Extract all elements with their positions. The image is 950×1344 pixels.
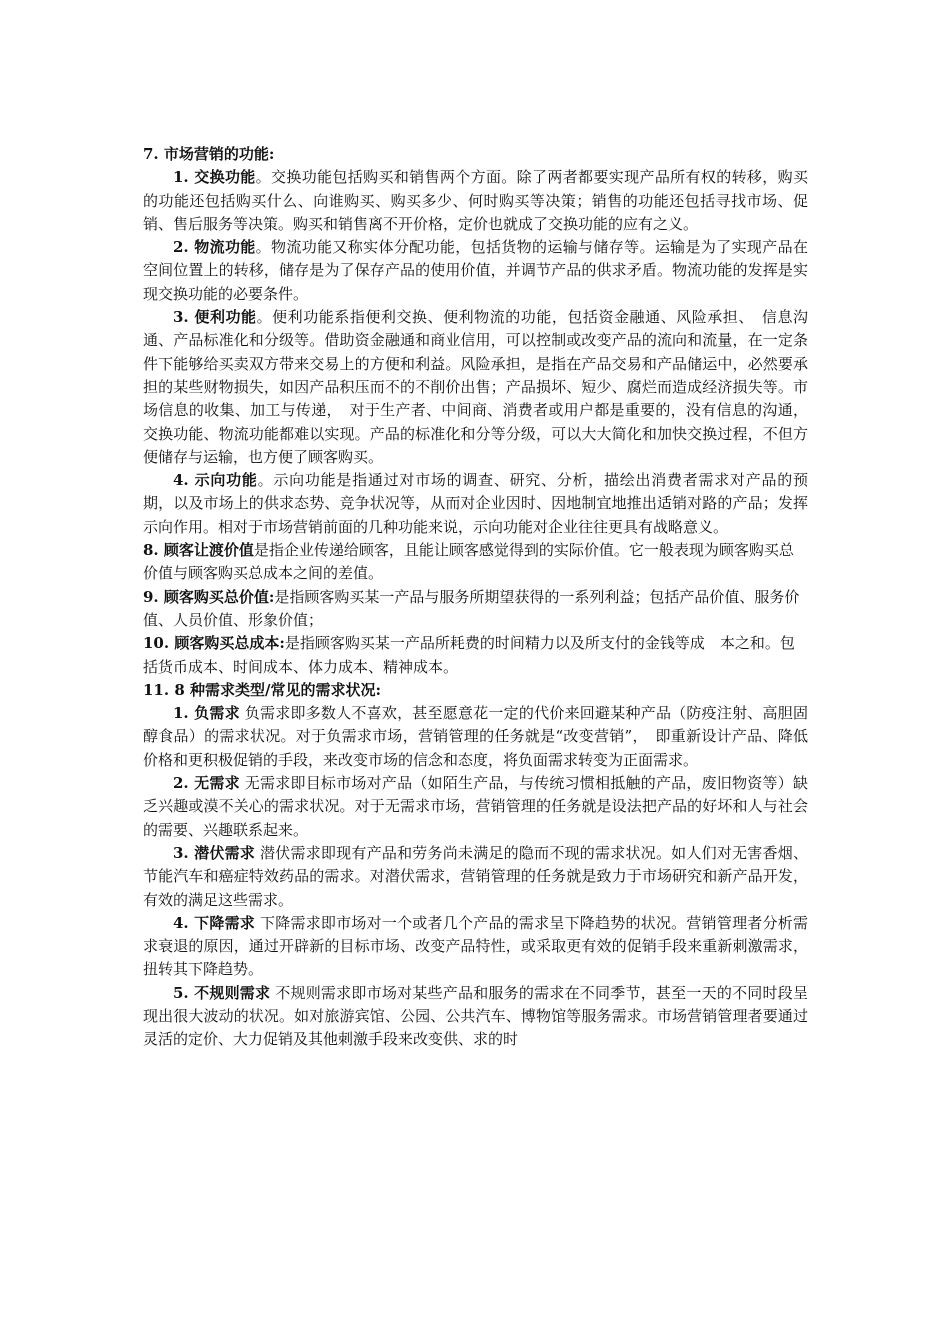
demand-none <box>143 772 808 842</box>
function-term: 3. 便利功能 <box>173 308 257 327</box>
definition-text: 是指企业传递给顾客，且能让顾客感觉得到的实际价值。它一般表现为顾客购买总价值与顾客购买总成本之间的差值。 <box>143 541 794 583</box>
function-term: 1. 交换功能 <box>173 168 256 187</box>
demand-term: 5. 不规则需求 <box>173 983 271 1002</box>
section-heading-text: 7. 市场营销的功能: <box>143 145 275 163</box>
function-exchange <box>143 166 808 236</box>
definition-term: 8. 顾客让渡价值 <box>143 541 254 560</box>
demand-irregular <box>143 982 808 1052</box>
function-text: 。示向功能是指通过对市场的调查、研究、分析，描绘出消费者需求对产品的预期，以及市场上的供求态势、竞争状况等，从而对企业因时、因地制宜地推出适销对路的产品；发挥示向作用。相对于市场营销前面的几种功能来说，示向功能对企业往往更具有战略意义。 <box>143 471 808 536</box>
demand-term: 2. 无需求 <box>173 774 240 793</box>
definition-total-customer-value <box>143 586 808 633</box>
function-text: 。物流功能又称实体分配功能，包括货物的运输与储存等。运输是为了实现产品在空间位置上的转移，储存是为了保存产品的使用价值，并调节产品的供求矛盾。物流功能的发挥是实现交换功能的必要条件。 <box>143 238 808 303</box>
definition-total-customer-cost <box>143 632 808 679</box>
demand-term: 3. 潜伏需求 <box>173 843 256 862</box>
function-term: 4. 示向功能 <box>173 471 258 490</box>
function-term: 2. 物流功能 <box>173 238 256 257</box>
function-guidance <box>143 469 808 539</box>
demand-text: 不规则需求即市场对某些产品和服务的需求在不同季节，甚至一天的不同时段呈现出很大波动的状况。如对旅游宾馆、公园、公共汽车、博物馆等服务需求。市场营销管理者要通过灵活的定价、大力促销及其他刺激手段来改变供、求的时 <box>143 983 808 1049</box>
demand-declining <box>143 912 808 982</box>
demand-negative <box>143 702 808 772</box>
function-text: 。交换功能包括购买和销售两个方面。除了两者都要实现产品所有权的转移，购买的功能还包括购买什么、向谁购买、购买多少、何时购买等决策；销售的功能还包括寻找市场、促销、售后服务等决策。购买和销售离不开价格，定价也就成了交换功能的应有之义。 <box>143 168 808 233</box>
document-page <box>143 143 808 1052</box>
function-logistics <box>143 236 808 306</box>
definition-term: 9. 顾客购买总价值: <box>143 587 275 606</box>
definition-term: 10. 顾客购买总成本: <box>143 634 285 653</box>
definition-text: 是指顾客购买某一产品所耗费的时间精力以及所支付的金钱等成 本之和。包括货币成本、时间成本、体力成本、精神成本。 <box>143 634 795 676</box>
demand-text: 无需求即目标市场对产品（如陌生产品，与传统习惯相抵触的产品，废旧物资等）缺乏兴趣或漠不关心的需求状况。对于无需求市场，营销管理的任务就是设法把产品的好坏和人与社会的需要、兴趣联系起来。 <box>143 774 808 839</box>
function-facilitation <box>143 306 808 469</box>
section-heading-text: 11. 8 种需求类型/常见的需求状况: <box>143 680 381 699</box>
function-text: 。便利功能系指便利交换、便利物流的功能，包括资金融通、风险承担、 信息沟通、产品标准化和分级等。借助资金融通和商业信用，可以控制或改变产品的流向和流量，在一定条件下能够给买卖双方带来交易上的方便和利益。风险承担，是指在产品交易和产品储运中，必然要承担的某些财物损失，如因产品积压而不的不削价出售；产品损坏、短少、腐烂而造成经济损失等。市场信息的收集、加工与传递， 对于生产者、中间商、消费者或用户都是重要的，没有信息的沟通，交换功能、物流功能都难以实现。产品的标准化和分等分级，可以大大简化和加快交换过程，不但方便储存与运输，也方便了顾客购买。 <box>143 308 808 466</box>
definition-customer-delivered-value <box>143 539 808 586</box>
demand-text: 负需求即多数人不喜欢，甚至愿意花一定的代价来回避某种产品（防疫注射、高胆固醇食品）的需求状况。对于负需求市场，营销管理的任务就是“改变营销”， 即重新设计产品、降低价格和更积极促销的手段，来改变市场的信念和态度，将负面需求转变为正面需求。 <box>143 704 808 769</box>
demand-term: 1. 负需求 <box>173 704 240 723</box>
definition-text: 是指顾客购买某一产品与服务所期望获得的一系列利益；包括产品价值、服务价值、人员价值、形象价值； <box>143 587 800 629</box>
demand-latent <box>143 842 808 912</box>
demand-text: 潜伏需求即现有产品和劳务尚未满足的隐而不现的需求状况。如人们对无害香烟、节能汽车和癌症特效药品的需求。对潜伏需求，营销管理的任务就是致力于市场研究和新产品开发，有效的满足这些需求。 <box>143 843 808 909</box>
section-heading-demand-types <box>143 679 808 702</box>
section-heading-marketing-functions <box>143 143 808 166</box>
demand-text: 下降需求即市场对一个或者几个产品的需求呈下降趋势的状况。营销管理者分析需求衰退的原因，通过开辟新的目标市场、改变产品特性，或采取更有效的促销手段来重新刺激需求，扭转其下降趋势。 <box>143 913 808 979</box>
demand-term: 4. 下降需求 <box>173 913 256 932</box>
